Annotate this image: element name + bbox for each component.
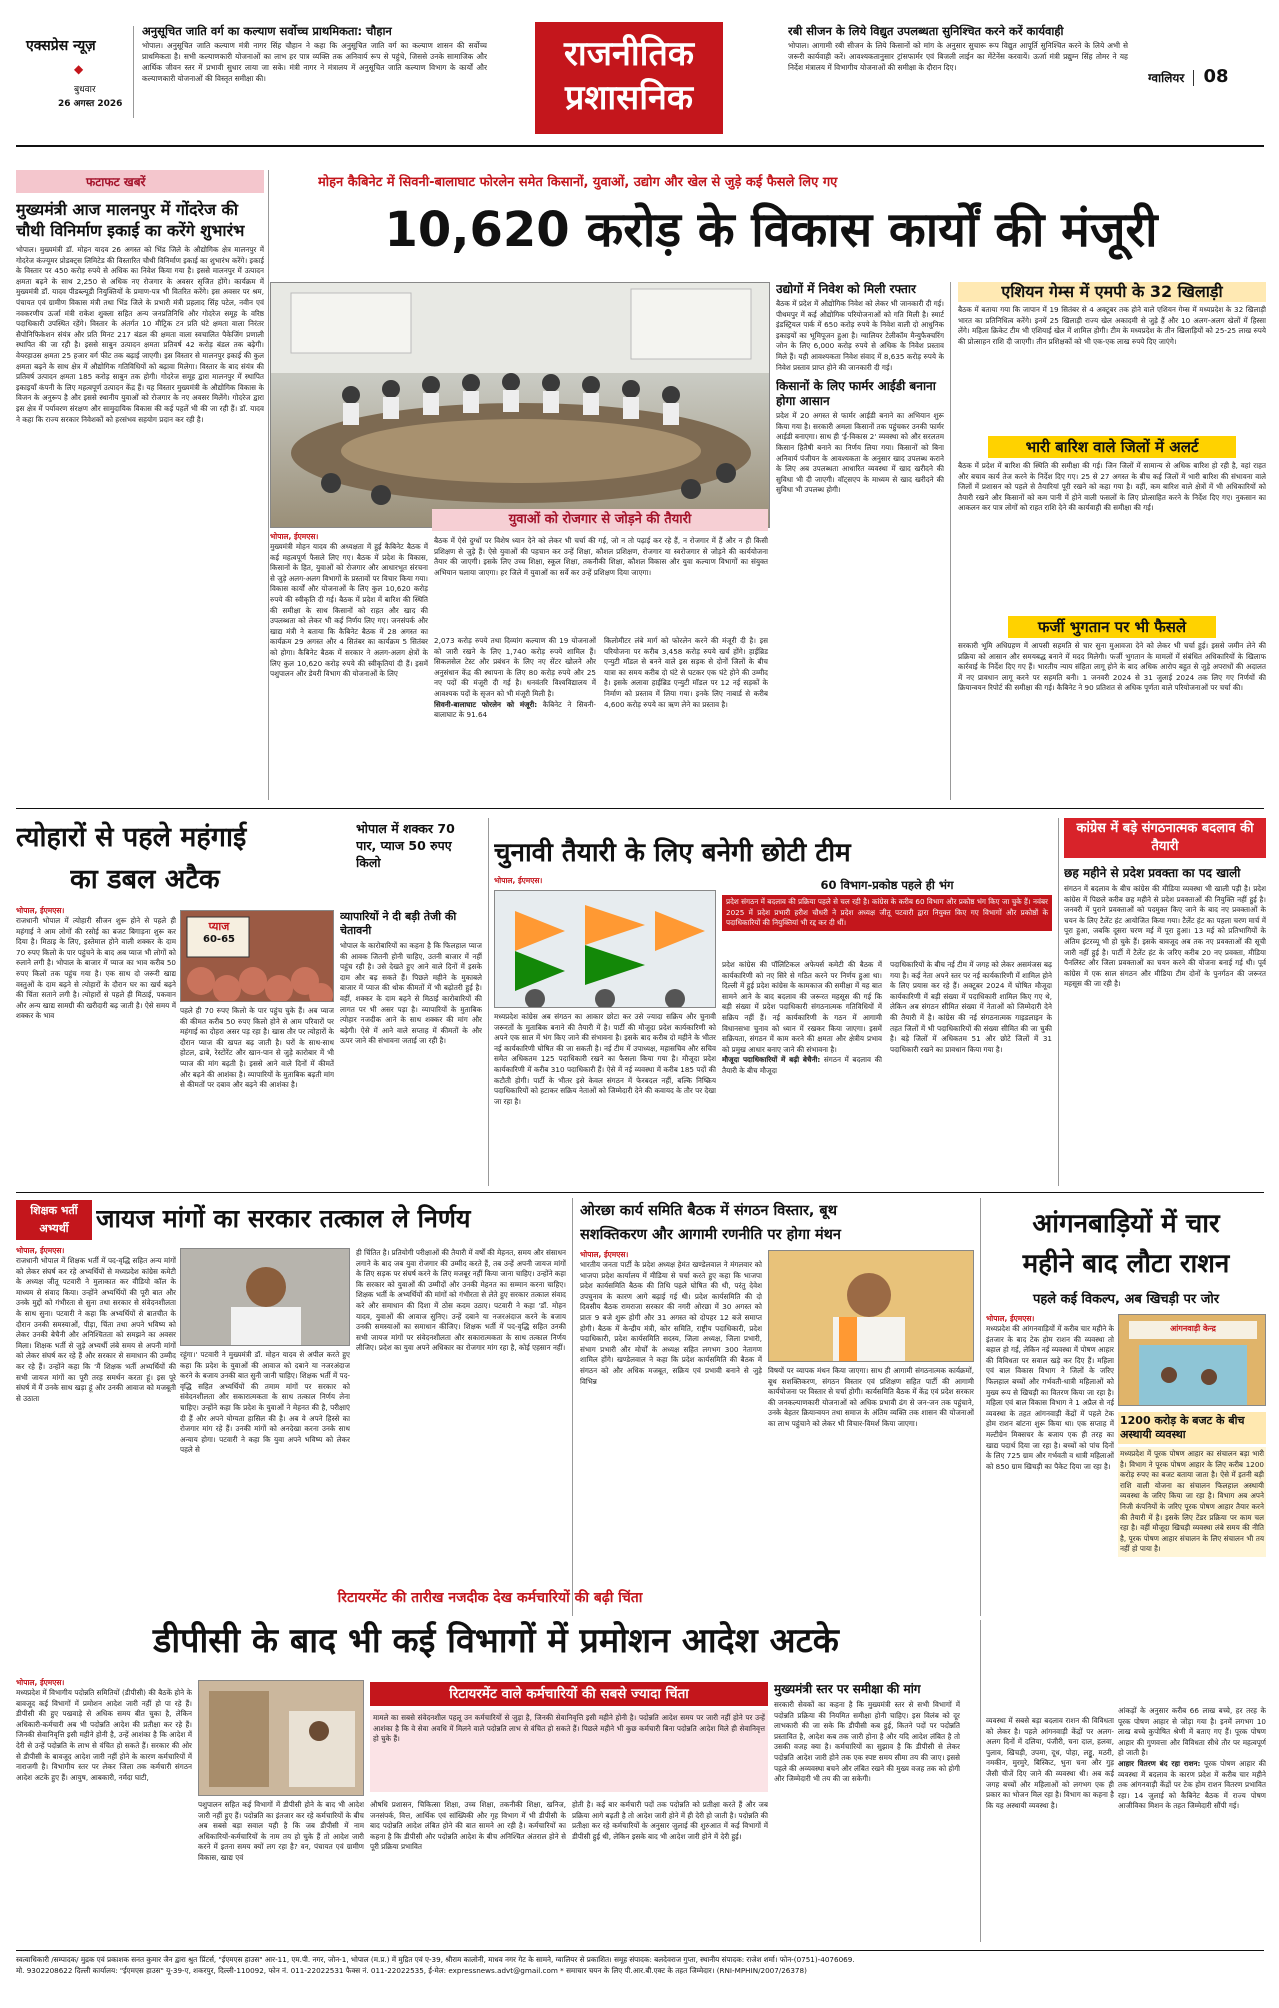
main-col2-subhead: सिवनी-बालाघाट फोरलेन को मंजूरी:	[434, 699, 538, 709]
masthead	[0, 0, 1279, 150]
page-number: 08	[1203, 66, 1229, 87]
heavy-rain-text: बैठक में प्रदेश में बारिश की स्थिति की समीक्षा की गई। जिन जिलों में सामान्य से अधिक बारिश हो रही है, वहां राहत और बचाव कार्य तेज करने के निर्देश दिए गए। 25 से 27 अगस्त के बीच कई जिलों में भारी बारिश की संभावना वाले जिलों में प्रशासन को पहले से तैयारियां पूरी रखने को कहा गया है। वहीं, कम बारिश वाले क्षेत्रों में भी अधिकारियों को तैयारी रखने और किसानों को कम पानी में होने वाली फसलों के लिए प्रोत्साहित करने के निर्देश दिए गए। नुकसान का आकलन कर पात्र लोगों को राहत राशि देने की कार्यवाही की समीक्षा की गई।	[958, 461, 1266, 513]
fake-payment-box	[958, 616, 1266, 800]
khandelwal-portrait	[769, 1251, 974, 1362]
inflation-col3-text: भोपाल के कारोबारियों का कहना है कि फिलहाल प्याज की आवक जितनी होनी चाहिए, उतनी बाजार में नहीं पहुंच रही है। उसे देखते हुए आने वाले दिनों में इसके दाम और बढ़ सकते हैं। पिछले महीने के मुकाबले बाजार में प्याज की थोक कीमतों में भी बढ़ोतरी हुई है। वहीं, शक्कर के दाम बढ़ने से मिठाई कारोबारियों की लागत पर भी असर पड़ा है। व्यापारियों के मुताबिक त्योहार नजदीक आने के साथ शक्कर की मांग और बढ़ेगी। ऐसे में आने वाले सप्ताह में कीमतों के और ऊपर जाने की संभावना जताई जा रही है।	[340, 941, 482, 1046]
section-box	[535, 22, 723, 134]
ornament-icon: ◆	[74, 62, 84, 76]
cm-review-box	[774, 1682, 960, 1942]
section-rule	[16, 808, 1264, 809]
column-divider	[488, 818, 489, 1186]
youth-intro: बैठक में ऐसे दुग्धों पर विशेष ध्यान देने को लेकर भी चर्चा की गई, जो न तो पढ़ाई कर रहे हैं, न रोजगार में हैं और न ही किसी प्रशिक्षण से जुड़े हैं। ऐसे युवाओं की पहचान कर उन्हें शिक्षा, कौशल प्रशिक्षण, रोजगार या स्वरोजगार से जोड़ने की कार्ययोजना तैयार की जाएगी। इसके लिए उच्च शिक्षा, स्कूल शिक्षा, तकनीकी शिक्षा, कौशल विकास और युवा कल्याण विभागों का संयुक्त अभियान चलाया जाएगा। हर जिले में युवाओं का सर्वे कर उन्हें प्रशिक्षण दिया जाएगा।	[434, 536, 768, 577]
cm-review-text: सरकारी सेवकों का कहना है कि मुख्यमंत्री स्तर से सभी विभागों में पदोन्नति प्रक्रिया की नियमित समीक्षा होनी चाहिए। इस विलंब को दूर लाभकारी की जा सके कि डीपीसी कब हुई, कितने पदों पर पदोन्नति प्रस्तावित है, आदेश कब तक जारी होना है और यदि आदेश लंबित है तो उसकी वजह क्या है। कर्मचारियों का सुझाव है कि डीपीसी से लेकर पदोन्नति आदेश जारी होने तक एक स्पष्ट समय सीमा तय की जाए। इससे पहले की अव्यवस्था बचने और लंबित रखने की मुख्य वजह तक को होगी और जिम्मेदारी भी तय की जा सकेगी।	[774, 1700, 960, 1784]
anganwadi-dateline: भोपाल, ईएमएस।	[986, 1314, 1035, 1323]
congress-rally-image	[495, 891, 716, 1008]
masthead-rule	[16, 145, 1264, 147]
election-col3: पदाधिकारियों के बीच नई टीम में जगह को लेकर असमंजस बढ़ गया है। कई नेता अपने स्तर पर नई कार्यकारिणी में शामिल होने के लिए प्रयास कर रहे हैं। अक्टूबर 2024 में घोषित मौजूदा कार्यकारिणी में बड़ी संख्या में पदाधिकारी शामिल किए गए थे, लेकिन अब संगठन सीमित संख्या में नेताओं को जिम्मेदारी देने की तैयारी में है। कांग्रेस की नई संगठनात्मक गाइडलाइन के तहत जिलों में भी पदाधिकारियों की संख्या सीमित की जा चुकी है। बड़े जिलों में अधिकतम 51 और छोटे जिलों में 31 पदाधिकारी रखने का प्रावधान किया गया है।	[890, 960, 1052, 1054]
congress-headline: छह महीने से प्रदेश प्रवक्ता का पद खाली	[1064, 866, 1241, 880]
fatafat-label: फटाफट खबरें	[16, 170, 264, 193]
onion-label: प्याज	[208, 920, 230, 933]
day: बुधवार	[74, 85, 96, 95]
orchha-headline-1: ओरछा कार्य समिति बैठक में संगठन विस्तार, बूथ	[580, 1203, 837, 1219]
inflation-side-head: भोपाल में शक्कर 70 पार, प्याज 50 रुपए किलो	[356, 821, 455, 870]
masthead-left-story	[142, 24, 487, 134]
election-subbox	[722, 878, 1052, 954]
anganwadi-col2: व्यवस्था में सबसे बड़ा बदलाव राशन की विविधता को लेकर है। पहले आंगनवाड़ी केंद्रों पर अलग-अलग दिनों में दलिया, पंजीरी, चना दाल, हलवा, पुलाव, खिचड़ी, उपमा, दूध, पोहा, लड्डू, मठरी, नमकीन, मुरमुरे, बिस्किट, भुना चना और गुड़ जैसी चीजें दिए जाने की व्यवस्था थी। अब कई जगह बच्चों और महिलाओं को लगभग एक ही प्रकार का भोजन मिल रहा है। विभाग का कहना है कि यह अस्थायी व्यवस्था है।	[986, 1716, 1114, 1810]
asian-games-text: बैठक में बताया गया कि जापान में 19 सितंबर से 4 अक्टूबर तक होने वाले एशियन गेम्स में मध्यप्रदेश के 32 खिलाड़ी भारत का प्रतिनिधित्व करेंगे। इनमें 25 खिलाड़ी राज्य खेल अकादमी से जुड़े हैं और 10 अलग-अलग खेलों में हिस्सा लेंगे। महिला क्रिकेट टीम भी एशियाई खेल में शामिल होगी। टीम के मध्यप्रदेश के तीन खिलाड़ियों को 25-25 लाख रुपये की प्रोत्साहन राशि दी जाएगी। तीन प्रशिक्षकों को भी एक-एक लाख रुपये दिए जाएंगे।	[958, 305, 1266, 346]
election-subbox-text: प्रदेश संगठन में बदलाव की प्रक्रिया पहले से चल रही है। कांग्रेस के करीब 60 विभाग और प्रकोष्ठ भंग किए जा चुके हैं। नवंबर 2025 में प्रदेश प्रभारी हरीश चौधरी ने प्रदेश अध्यक्ष जीतू पटवारी द्वारा नियुक्त किए गए विभागों और प्रकोष्ठों के पदाधिकारियों की नियुक्तियां भी रद्द कर दी थीं।	[722, 895, 1052, 931]
paper-name-box	[16, 26, 134, 118]
main-dateline: भोपाल, ईएमएस।	[270, 532, 319, 541]
column-divider	[268, 170, 269, 800]
asian-games-box	[958, 282, 1266, 432]
anganwadi-subhead: पहले कई विकल्प, अब खिचड़ी पर जोर	[1032, 1292, 1220, 1307]
heavy-rain-headline: भारी बारिश वाले जिलों में अलर्ट	[988, 436, 1236, 458]
election-col2	[722, 960, 882, 1188]
anganwadi-col1	[986, 1314, 1114, 1714]
footer-line2: मो. 9302208622 दिल्ली कार्यालय: "ईएमएस हाउस" यू-39-ए, शकरपुर, दिल्ली-110092, फोन नं. 011-22022531 फैक्स नं. 011-22022535, ई-मेल: expressnews.advt@gmail.com * समाचार चयन के लिए पी.आर.बी.एक्ट के तहत जिम्मेदार। (RNI-MPHIN/2007/26378)	[16, 1966, 807, 1975]
promotion-col1-text: मध्यप्रदेश में विभागीय पदोन्नति समितियों (डीपीसी) की बैठकें होने के बावजूद कई विभागों में प्रमोशन आदेश जारी नहीं हो पा रहे हैं। डीपीसी की हुए पखवाड़े से अधिक समय बीत चुका है, लेकिन अधिकारी-कर्मचारी अब भी पदोन्नति आदेश की प्रतीक्षा कर रहे हैं। जिनकी सेवानिवृत्ति इसी महीने होनी है, उन्हें आशंका है कि आदेश में देरी से उन्हें पदोन्नति के लाभ से वंचित हो सकते हैं। सरकार की ओर से डीपीसी के बावजूद आदेश जारी नहीं होने के कारण कर्मचारियों में नाराजगी है। विभागीय स्तर पर लेकर जिला तक कर्मचारी संगठन आदेश अटके हुए हैं। आयुष, आबकारी, नर्मदा घाटी,	[16, 1688, 192, 1782]
inflation-dateline: भोपाल, ईएमएस।	[16, 906, 65, 915]
main-col1-text: मुख्यमंत्री मोहन यादव की अध्यक्षता में हुई कैबिनेट बैठक में कई महत्वपूर्ण फैसले लिए गए। बैठक में प्रदेश के विकास, किसानों के हित, युवाओं को रोजगार और आधारभूत संरचना से जुड़े अलग-अलग विभागों के प्रस्तावों पर विचार किया गया। विकास कार्यों और योजनाओं के लिए कुल 10,620 करोड़ रुपये की स्वीकृति दी गई। बैठक में प्रदेश में बारिश की स्थिति की समीक्षा के साथ किसानों को राहत और खाद की उपलब्धता को लेकर भी कई निर्णय लिए गए। जनसंपर्क और खाद्य मंत्री ने बताया कि कैबिनेट बैठक में 28 अगस्त का कार्यक्रम 29 अगस्त और 4 सितंबर का कार्यक्रम 5 सितंबर को होगा। कैबिनेट बैठक में सरकार ने अलग-अलग क्षेत्रों के लिए कुल 10,620 करोड़ रुपये की स्वीकृतियां दी हैं। इसमें पशुपालन और डेयरी विभाग की योजनाओं के लिए	[270, 542, 428, 679]
heavy-rain-box	[958, 436, 1266, 612]
column-divider	[1058, 818, 1059, 1186]
farmer-headline: किसानों के लिए फार्मर आईडी बनाना होगा आसान	[776, 379, 936, 409]
teacher-tag-line1: शिक्षक भर्ती	[30, 1204, 78, 1217]
section-rule	[16, 1192, 1264, 1193]
anganwadi-col3-tail: पूरक पोषण आहार की व्यवस्था में बदलाव के कारण प्रदेश में करीब चार महीने तक आंगनवाड़ी केंद्रों पर टेक होम राशन वितरण प्रभावित रहा। 14 जुलाई को कैबिनेट बैठक में राज्य पोषण आजीविका मिशन के तहत जिम्मेदारी सौंपी गई।	[1118, 1758, 1266, 1811]
section-box-line2: प्रशासनिक	[564, 78, 694, 118]
teacher-col1-text: राजधानी भोपाल में शिक्षक भर्ती में पद-वृद्धि सहित अन्य मांगों को लेकर संघर्ष कर रहे अभ्यर्थियों से मध्यप्रदेश कांग्रेस कमेटी के अध्यक्ष जीतू पटवारी ने मुलाकात कर वीडियो कॉल के माध्यम से संवाद किया। उन्होंने अभ्यर्थियों की पूरी बात और उनके मुद्दों को गंभीरता से सुना तथा सरकार से संवेदनशीलता के साथ सुना। पटवारी ने कहा कि अभ्यर्थियों से बातचीत के दौरान उनकी समस्याओं, पीड़ा, चिंता तथा अपने भविष्य को लेकर उनकी बेचैनी और अनिश्चितता को समझने का अवसर मिला। शिक्षक भर्ती से जुड़े अभ्यर्थी लंबे समय से अपनी मांगों को लेकर संघर्ष कर रहे हैं और सरकार से समाधान की उम्मीद कर रहे हैं। उन्होंने कहा कि 'मैं शिक्षक भर्ती अभ्यर्थियों की सभी जायज मांगों का पूरी तरह समर्थन करता हूं। इस पूरे संघर्ष में मैं उनके साथ खड़ा हूं और उनकी आवाज को मजबूती से उठाता	[16, 1256, 176, 1403]
promotion-headline: डीपीसी के बाद भी कई विभागों में प्रमोशन आदेश अटके	[153, 1621, 839, 1661]
promotion-sub-box: मामले का सबसे संवेदनशील पहलू उन कर्मचारियों से जुड़ा है, जिनकी सेवानिवृत्ति इसी महीने होनी है। पदोन्नति आदेश समय पर जारी नहीं होने पर उन्हें आशंका है कि वे सेवा अवधि में मिलने वाले पदोन्नति लाभ से वंचित हो सकते हैं। पिछले महीने भी कुछ कर्मचारी बिना पदोन्नति आदेश मिले ही सेवानिवृत्त हो चुके हैं।	[370, 1710, 768, 1792]
column-divider	[980, 1620, 981, 1942]
election-col2-tail: संगठन में बदलाव की तैयारी के बीच मौजूदा	[722, 1055, 882, 1075]
promotion-kicker: रिटायरमेंट की तारीख नजदीक देख कर्मचारियों की बढ़ी चिंता	[337, 1590, 643, 1606]
date: 26 अगस्त 2026	[58, 99, 123, 109]
anganwadi-budget-headline: 1200 करोड़ के बजट के बीच अस्थायी व्यवस्था	[1118, 1412, 1266, 1444]
fatafat-headline: मुख्यमंत्री आज मालनपुर में गोंदरेज की चौथी विनिर्माण इकाई का करेंगे शुभारंभ	[16, 200, 245, 240]
section-box-line1: राजनीतिक	[564, 34, 694, 74]
main-col2-tail: कैबिनेट ने सिवनी-बालाघाट के 91.64	[434, 699, 596, 720]
promotion-col3: औषधि प्रशासन, चिकित्सा शिक्षा, उच्च शिक्षा, तकनीकी शिक्षा, खनिज, जनसंपर्क, वित्त, आर्थिक एवं सांख्यिकी और गृह विभाग में भी डीपीसी के बाद पदोन्नति आदेश लंबित होने की बात सामने आ रही है। कर्मचारियों का कहना है कि डीपीसी और पदोन्नति आदेश के बीच अनिश्चित अंतराल होने से पूरी प्रक्रिया प्रभावित	[370, 1800, 566, 1852]
office-image	[199, 1681, 364, 1796]
traders-headline: व्यापारियों ने दी बड़ी तेजी की चेतावनी	[340, 910, 457, 937]
inflation-col1	[16, 906, 176, 1186]
asian-games-headline: एशियन गेम्स में एमपी के 32 खिलाड़ी	[958, 282, 1266, 302]
onion-price-card	[189, 919, 249, 945]
election-subhead: 60 विभाग-प्रकोष्ठ पहले ही भंग	[820, 878, 954, 892]
main-col1	[270, 532, 428, 800]
orchha-headline-2: सशक्तिकरण और आगामी रणनीति पर होगा मंथन	[580, 1227, 841, 1243]
youth-bar: युवाओं को रोजगार से जोड़ने की तैयारी	[432, 509, 768, 531]
masthead-right-story	[788, 24, 1128, 134]
anganwadi-col1-text: मध्यप्रदेश की आंगनवाड़ियों में करीब चार महीने के इंतजार के बाद टेक होम राशन की व्यवस्था तो बहाल हो गई, लेकिन नई व्यवस्था में पोषण आहार की विविधता पर सवाल खड़े कर दिए हैं। महिला एवं बाल विकास विभाग ने जिलों के जरिए फिलहाल बच्चों और गर्भवती-धात्री महिलाओं को मुख्य रूप से खिचड़ी का वितरण किया जा रहा है। महिला एवं बाल विकास विभाग ने 1 अप्रैल से नई व्यवस्था के तहत आंगनवाड़ी केंद्रों में पहले टेक होम राशन बांटना शुरू किया था। एक सप्ताह में मल्टीग्रेन मिक्सचर के बजाय एक ही तरह का खाद्य पदार्थ दिया जा रहा है। बच्चों को पांच दिनों के लिए 725 ग्राम और गर्भवती व धात्री महिलाओं को 850 ग्राम खिचड़ी का पैकेट दिया जा रहा है।	[986, 1324, 1114, 1471]
farmer-text: प्रदेश में 20 अगस्त से फार्मर आईडी बनाने का अभियान शुरू किया गया है। सरकारी अमला किसानों तक पहुंचकर उनकी फार्मर आईडी बनाएगा। साथ ही 'ई-विकास 2' व्यवस्था को और सरलतम किसान हितैषी बनाने का निर्णय लिया गया। किसानों को बिना अनिवार्य पंजीयन के आवश्यकता के अनुसार खाद उपलब्ध कराने के लिए अब उपलब्धता आधारित व्यवस्था में खाद खरीदने की सुविधा भी दी जाएगी। वॉट्सएप के माध्यम से खाद खरीदने की सुविधा भी उपलब्ध होगी।	[776, 411, 944, 495]
anganwadi-col3	[1118, 1706, 1266, 1942]
footer	[16, 1954, 1264, 1994]
khandelwal-photo	[768, 1250, 974, 1362]
orchha-dateline: भोपाल, ईएमएस।	[580, 1250, 629, 1259]
orchha-col1-text: भारतीय जनता पार्टी के प्रदेश अध्यक्ष हेमंत खण्डेलवाल ने मंगलवार को भाजपा प्रदेश कार्यालय में मीडिया से चर्चा करते हुए कहा कि भाजपा प्रदेश कार्यसमिति बैठक की तिथि पहले घोषित की थी, परंतु देवेश उपचुनाव के कारण आगे बढ़ाई गई थी। प्रदेश कार्यसमिति की दो दिवसीय बैठक रामराजा सरकार की नगरी ओरछा में 30 अगस्त को प्रातः 9 बजे शुरू होगी और 31 अगस्त को दोपहर 12 बजे समाप्त होगी। बैठक में केन्द्रीय मंत्री, कोर समिति, राष्ट्रीय पदाधिकारी, प्रदेश पदाधिकारी, प्रदेश कार्यसमिति सदस्य, जिला अध्यक्ष, जिला प्रभारी, संभाग प्रभारी और मोर्चों के अध्यक्ष सहित लगभग 300 नेतागण शामिल होंगे। खण्डेलवाल ने कहा कि प्रदेश कार्यसमिति की बैठक में संगठन को और अधिक मजबूत, सक्रिय एवं प्रभावी बनाने से जुड़े विभिन्न	[580, 1260, 762, 1386]
footer-rule	[16, 1950, 1264, 1951]
congress-rally-photo	[494, 890, 716, 1008]
cabinet-meeting-photo	[270, 282, 770, 528]
fake-payment-text: सरकारी भूमि अधिग्रहण में आपसी सहमति से चार सुना मुआवजा देने को लेकर भी चर्चा हुई। इससे जमीन लेने की प्रक्रिया को आसान और समयबद्ध बनाने में मदद मिलेगी। फर्जी भुगतान के मामलों में संबंधित अधिकारियों के खिलाफ कार्रवाई के निर्देश दिए गए हैं। भारतीय न्याय संहिता लागू होने के बाद अधिक आरोप बहुत से जुड़े अपराधों की अदालत में नए प्रावधान लागू करने पर सहमति बनी। 1 जनवरी 2024 से 31 जुलाई 2024 तक लिए गए निर्णयों की क्रियान्वयन रिपोर्ट की समीक्षा की गई। कैबिनेट ने 90 प्रतिशत से अधिक पूर्णता वाले परियोजनाओं पर चर्चा की।	[958, 641, 1266, 693]
inflation-col1-text: राजधानी भोपाल में त्योहारी सीजन शुरू होने से पहले ही महंगाई ने आम लोगों की रसोई का बजट बिगाड़ना शुरू कर दिया है। मिठाइ के लिए, इस्तेमाल होने वाली शक्कर के दाम 70 रुपए किलो के पार पहुंचने के बाद अब प्याज भी लोगों को रुलाने लगी है। भोपाल के बाजार में प्याज का भाव करीब 50 रुपए किलो तक पहुंच गया है। एक साथ दो जरूरी खाद्य वस्तुओं के दाम बढ़ने से त्योहारों के दौरान घर का खर्च बढ़ने की चिंता सताने लगी है। त्योहारों से पहले ही मिठाई, पकवान और अन्य खाद्य सामग्री की खरीदारी बढ़ जाती है। ऐसे समय में शक्कर के भाव	[16, 916, 176, 1021]
paper-name: एक्सप्रेस न्यूज़	[26, 38, 96, 54]
election-dateline: भोपाल, ईएमएस।	[494, 876, 543, 885]
patwari-photo	[180, 1248, 350, 1346]
congress-box	[1064, 818, 1266, 1188]
teacher-col1	[16, 1246, 176, 1616]
masthead-left-headline: अनुसूचित जाति वर्ग का कल्याण सर्वोच्च प्राथमिकता: चौहान	[142, 24, 392, 38]
teacher-tag-line2: अभ्यर्थी	[39, 1222, 69, 1235]
onion-price: 60-65	[203, 934, 235, 945]
election-headline: चुनावी तैयारी के लिए बनेगी छोटी टीम	[494, 838, 851, 868]
promotion-col4: होती है। कई बार कर्मचारी पदों तक पदोन्नति को प्रतीक्षा करते हैं और जब प्रक्रिया आगे बढ़ती है तो आदेश जारी होने में ही देरी हो जाती है। पदोन्नति की प्रतीक्षा कर रहे कर्मचारियों के अनुसार जुलाई की शुरुआत में कई विभागों में डीपीसी हुई थी, लेकिन इसके बाद भी आदेश जारी होने में देरी हुई।	[572, 1800, 768, 1841]
fatafat-text: भोपाल। मुख्यमंत्री डॉ. मोहन यादव 26 अगस्त को भिंड जिले के औद्योगिक क्षेत्र मालनपुर में गोदरेज कंज्यूमर प्रोडक्ट्स लिमिटेड की विस्तारित चौथी विनिर्माण इकाई का शुभारंभ करेंगे। इकाई के विस्तार पर 450 करोड़ रुपये से अधिक का निवेश किया गया है। इससे मालनपुर में उत्पादन क्षमता बढ़ने के साथ 2,250 से अधिक नए रोजगार के अवसर सृजित होंगे। कार्यक्रम में मुख्यमंत्री डॉ. यादव पीडब्ल्यूडी नियुक्तियों के प्रमाण-पत्र भी वितरित करेंगे। इस अवसर पर श्रम, पंचायत एवं ग्रामीण विकास मंत्री तथा भिंड जिले के प्रभारी मंत्री प्रहलाद सिंह पटेल, नवीन एवं नवकरणीय ऊर्जा मंत्री राकेश शुक्ला सहित अन्य जनप्रतिनिधि और गोदरेज समूह के वरिष्ठ पदाधिकारी उपस्थित रहेंगे। विस्तार के अंतर्गत 10 मीट्रिक टन प्रति घंटे क्षमता वाला निरंतर सैपोनिफिकेशन संयंत्र और प्रति मिनट 217 बंडल की क्षमता वाला स्वचालित पैकेजिंग प्रणाली स्थापित की जा रही है। इससे साबुन उत्पादन क्षमता प्रतिवर्ष 42 करोड़ बंडल तक बढ़ेगी। वेयरहाउस क्षमता 25 हजार वर्ग फीट तक बढ़ाई जाएगी। इस विस्तार से मालनपुर इकाई की कुल क्षमता बढ़ने के साथ क्षेत्र में औद्योगिक गतिविधियों को बढ़ावा मिलेगा। विस्तार के बाद संयंत्र की प्रतिवर्ष उत्पादन क्षमता 185 करोड़ साबुन तक होगी। गोदरेज समूह द्वारा मालनपुर में स्थापित इकाइयाँ कंपनी के लिए महत्वपूर्ण उत्पादन केंद्र हैं। यह विस्तार मुख्यमंत्री के औद्योगिक विकास के विजन के अनुरूप है और इससे स्थानीय युवाओं को रोजगार के नए अवसर मिलेंगे। गोदरेज द्वारा इस क्षेत्र में पर्यावरण संरक्षण और सामुदायिक विकास की कई पहलें भी की जा रही हैं। डॉ. यादव ने कहा कि राज्य सरकार निवेशकों को हरसंभव सहयोग प्रदान कर रही है।	[16, 245, 264, 424]
main-col2	[434, 636, 596, 800]
invest-box	[776, 282, 944, 800]
patwari-portrait	[181, 1249, 350, 1346]
masthead-right-headline: रबी सीजन के लिये विद्युत उपलब्धता सुनिश्चित करने करें कार्यवाही	[788, 24, 1064, 38]
anganwadi-col3-text: आंकड़ों के अनुसार करीब 66 लाख बच्चे, हर तरह के पूरक पोषण आहार से जोड़ा गया है। इनमें लगभग 10 लाख बच्चे कुपोषित श्रेणी में बताए गए हैं। पूरक पोषण आहार की गुणवत्ता और विविधता सीधे तौर पर महत्वपूर्ण हो जाती है।	[1118, 1706, 1266, 1758]
invest-headline: उद्योगों में निवेश को मिली रफ्तार	[776, 282, 916, 296]
anganwadi-sign: आंगनवाड़ी केन्द्र	[1170, 1324, 1216, 1333]
cm-review-headline: मुख्यमंत्री स्तर पर समीक्षा की मांग	[774, 1682, 921, 1696]
congress-text: संगठन में बदलाव के बीच कांग्रेस की मीडिया व्यवस्था भी खाली पड़ी है। प्रदेश कांग्रेस में पिछले करीब छह महीने से प्रदेश प्रवक्ताओं की नियुक्ति नहीं हुई है। जनवरी में पुराने प्रवक्ताओं को पदमुक्त किए जाने के बाद नए प्रवक्ताओं के चयन के लिए टैलेंट हंट आयोजित किया गया। टैलेंट हंट का पहला चरण मार्च में पूरा हुआ, जबकि दूसरा चरण मई में पूरा हुआ। 13 मई को प्रतिभागियों के अंतिम इंटरव्यू भी हो चुके हैं। इसके बावजूद अब तक नए प्रवक्ताओं की सूची जारी नहीं हुई है। पार्टी में टैलेंट हंट के जरिए करीब 20 नए प्रवक्ता, मीडिया पैनलिस्ट और जिला प्रवक्ताओं का चयन करने की योजना बनाई गई थी। पूर्व कांग्रेस में एक साल संगठन और मीडिया टीम दोनों के पुनर्गठन की जरूरत महसूस की जा रही है।	[1064, 884, 1266, 989]
main-col2-text: 2,073 करोड़ रुपये तथा दिव्यांग कल्याण की 19 योजनाओं को जारी रखने के लिए 1,740 करोड़ रुपये शामिल हैं। सिकलसेल टेस्ट और प्रबंधन के लिए नए सेंटर खोलने और अनुसंधान केंद्र की स्थापना के लिए 80 करोड़ रुपये और 25 नए पदों की मंजूरी दी गई है। धनवंतरि विश्वविद्यालय में आवश्यक पदों के सृजन को भी मंजूरी मिली है।	[434, 636, 596, 698]
main-col3: किलोमीटर लंबे मार्ग को फोरलेन करने की मंजूरी दी है। इस परियोजना पर करीब 3,458 करोड़ रुपये खर्च होंगे। हाईब्रिड एन्युटी मॉडल से बनने वाले इस सड़क से दोनों जिलों के बीच यात्रा का समय करीब दो घंटे से घटकर एक घंटे होने की उम्मीद है। इसके अलावा हाईब्रिड एन्युटी मॉडल पर 12 नई सड़कों के निर्माण को प्रस्ताव में लिया गया। इनके लिए नाबार्ड से करीब 4,600 करोड़ रुपये का ऋण लेने का प्रस्ताव है।	[604, 636, 768, 709]
election-text-a: मध्यप्रदेश कांग्रेस अब संगठन का आकार छोटा कर उसे ज्यादा सक्रिय और चुनावी जरूरतों के मुताबिक बनाने की तैयारी में है। पार्टी की मौजूदा प्रदेश कार्यकारिणी को अपने एक साल में भंग किए जाने की संभावना है। इसके बाद करीब दो महीने के भीतर नई कार्यकारिणी घोषित की जा सकती है। नई टीम में उपाध्यक्ष, महासचिव और सचिव समेत अधिकतम 125 पदाधिकारी रखने का फैसला किया गया है। मौजूदा प्रदेश कार्यकारिणी में करीब 310 पदाधिकारी हैं। ऐसे में नई व्यवस्था में करीब 185 पदों की कटौती होगी। पार्टी के भीतर इसे केवल संगठन में फेरबदल नहीं, बल्कि निष्क्रिय पदाधिकारियों को हटाकर सक्रिय नेताओं को जिम्मेदारी देने की कवायद के तौर पर देखा जा रहा है।	[494, 1012, 716, 1106]
invest-text: बैठक में प्रदेश में औद्योगिक निवेश को लेकर भी जानकारी दी गई। पीथमपुर में कई औद्योगिक परियोजनाओं को गति मिली है। स्मार्ट इंडस्ट्रियल पार्क में 650 करोड़ रुपये के निवेश वाली दो आधुनिक इकाइयों का भूमिपूजन हुआ है। ग्वालियर टेलीकॉम मैन्युफैक्चरिंग जोन के लिए 6,000 करोड़ रुपये से अधिक के निवेश प्रस्ताव मिले हैं। यही आवश्यकता निवेश संवाद में 8,635 करोड़ रुपये के निवेश प्रस्ताव प्राप्त होने की जानकारी दी गई।	[776, 299, 944, 372]
column-divider	[980, 1198, 981, 1616]
city-page	[1148, 66, 1268, 90]
footer-line1: स्वत्वाधिकारी /सम्पादक/ मुद्रक एवं प्रकाशक सनत कुमार जैन द्वारा श्रुत प्रिंटर्स, "ईएमएस हाउस" आर-11, एम.पी. नगर, जोन-1, भोपाल (म.प्र.) में मुद्रित एवं ए-39, श्रीराम कालोनी, माधव नगर गेट के सामने, ग्वालियर से प्रकाशित। समूह संपादक: बलदेवराज गुप्ता, स्थानीय संपादक: राजेश शर्मा। फोन-(0751)-4076069.	[16, 1955, 855, 1964]
election-col2-text: प्रदेश कांग्रेस की पॉलिटिकल अफेयर्स कमेटी की बैठक में कार्यकारिणी को नए सिरे से गठित करने पर निर्णय हुआ था। दिल्ली में हुई प्रदेश कांग्रेस के कामकाज की समीक्षा में यह बात सामने आने के बाद बदलाव की जरूरत महसूस की गई कि बड़ी संख्या में प्रदेश पदाधिकारी संगठनात्मक गतिविधियों में सक्रिय नहीं हैं। नई कार्यकारिणी के गठन में आगामी विधानसभा चुनाव को ध्यान में रखकर किया जाएगा। इसमें सक्रियता, संगठन में काम करने की क्षमता और क्षेत्रीय प्रभाव को प्रमुख आधार बनाए जाने की संभावना है।	[722, 960, 882, 1054]
promotion-col2: पशुपालन सहित कई विभागों में डीपीसी होने के बाद भी आदेश जारी नहीं हुए हैं। पदोन्नति का इंतजार कर रहे कर्मचारियों के बीच अब सबसे बड़ा सवाल यही है कि जब डीपीसी में नाम अधिकारियों-कर्मचारियों के नाम तय हो चुके हैं तो आदेश जारी करने में इतना समय क्यों लग रहा है? वन, पंचायत एवं ग्रामीण विकास, खाद्य एवं	[198, 1800, 364, 1862]
promotion-col1	[16, 1678, 192, 1942]
masthead-right-text: भोपाल। आगामी रबी सीजन के लिये किसानों को मांग के अनुसार सुचारू रूप विद्युत आपूर्ति सुनिश्चित करने के लिये अभी से जरूरी कार्यवाही करें। आवश्यकतानुसार ट्रांसफार्मर एवं बिजली लाईन का मेंटेनेंस करवायें। ऊर्जा मंत्री प्रद्युम्न सिंह तोमर ने यह निर्देश मंत्रालय में विभागीय योजनाओं की समीक्षा के दौरान दिए।	[788, 41, 1128, 72]
teacher-headline: जायज मांगों का सरकार तत्काल ले निर्णय	[96, 1204, 471, 1233]
office-photo	[198, 1680, 364, 1796]
onion-photo	[180, 910, 334, 1002]
anganwadi-headline-1: आंगनबाड़ियों में चार	[1032, 1209, 1220, 1239]
anganwadi-headline-2: महीने बाद लौटा राशन	[1022, 1249, 1230, 1279]
city-name: ग्वालियर	[1148, 71, 1185, 85]
anganwadi-budget-text: मध्यप्रदेश में पूरक पोषण आहार का संचालन बड़ा भारी है। विभाग ने पूरक पोषण आहार के लिए करीब 1200 करोड़ रुपए का बजट बताया जाता है। ऐसे में इतनी बड़ी राशि वाली योजना का संचालन फिलहाल अस्थायी व्यवस्था के जरिए किया जा रहा है। विभाग अब अपने निजी कंपनियों के जरिए पूरक पोषण आहार तैयार करने की तैयारी में है। इसके लिए टेंडर प्रक्रिया पर काम चल रहा है। वहीं मौजूदा खिचड़ी व्यवस्था लंबे समय की नीति है, पूरक पोषण आहार संचालन के लिए संचालन भी तय नहीं हो पाया है।	[1118, 1447, 1266, 1557]
orchha-col1	[580, 1250, 762, 1616]
fake-payment-headline: फर्जी भुगतान पर भी फैसले	[1008, 616, 1216, 638]
column-divider	[572, 1198, 573, 1616]
congress-label: कांग्रेस में बड़े संगठनात्मक बदलाव की तैयारी	[1064, 818, 1266, 858]
inflation-headline-2: का डबल अटैक	[70, 864, 220, 895]
teacher-col2: रहूंगा।' पटवारी ने मुख्यमंत्री डॉ. मोहन यादव से अपील करते हुए कहा कि प्रदेश के युवाओं की आवाज को दबाने या नजरअंदाज करने के बजाय उनकी बात सुनी जानी चाहिए। शिक्षक भर्ती में पद-वृद्धि सहित अभ्यर्थियों की तमाम मांगों पर सरकार को संवेदनशीलता और सकारात्मकता के साथ तत्काल निर्णय लेना चाहिए। उन्होंने कहा कि प्रदेश के युवाओं ने मेहनत की है, परीक्षाएं दी हैं और अपने योग्यता हासिल की है। अब वे अपने हिस्से का रोजगार मांग रहे हैं। उनकी मांगों को अनदेखा करना उनके साथ अन्याय होगा। पटवारी ने कहा कि युवा अपने भविष्य को लेकर पहले से	[180, 1350, 350, 1455]
fatafat-column	[16, 170, 264, 800]
teacher-dateline: भोपाल, ईएमएस।	[16, 1246, 65, 1255]
anganwadi-col3-subhead: आहार वितरण बंद रहा राशन:	[1118, 1758, 1201, 1768]
inflation-headline-1: त्योहारों से पहले महंगाई	[16, 822, 247, 853]
anganwadi-photo	[1118, 1314, 1266, 1406]
promotion-sub-bar: रिटायरमेंट वाले कर्मचारियों की सबसे ज्यादा चिंता	[370, 1682, 768, 1706]
main-headline: 10,620 करोड़ के विकास कार्यों की मंजूरी	[384, 202, 1158, 258]
column-divider	[950, 282, 951, 800]
anganwadi-budget-box	[1118, 1412, 1266, 1702]
election-col1	[494, 876, 716, 892]
teacher-tag	[16, 1200, 92, 1240]
cabinet-meeting-image	[271, 283, 770, 528]
main-kicker: मोहन कैबिनेट में सिवनी-बालाघाट फोरलेन समेत किसानों, युवाओं, उद्योग और खेल से जुड़े कई फैसले लिए गए	[318, 175, 838, 190]
promotion-dateline: भोपाल, ईएमएस।	[16, 1678, 65, 1687]
election-col2-subhead: मौजूदा पदाधिकारियों में बढ़ी बेचैनी:	[722, 1055, 821, 1065]
teacher-col3: ही चिंतित है। प्रतियोगी परीक्षाओं की तैयारी में वर्षों की मेहनत, समय और संसाधन लगाने के बाद जब युवा रोजगार की उम्मीद करते हैं, तब उन्हें अपनी जायज मांगों के लिए सड़क पर संघर्ष करने के लिए मजबूर नहीं किया जाना चाहिए। उन्होंने कहा कि सरकार को युवाओं की उम्मीदों और उनकी मेहनत का सम्मान करना चाहिए। शिक्षक भर्ती के अभ्यर्थियों की मांगों को गंभीरता से लेते हुए सरकार तत्काल संवाद करे और समाधान की दिशा में ठोस कदम उठाए। पटवारी ने कहा 'डॉ. मोहन यादव, युवाओं की आवाज सुनिए। उन्हें दबाने या नजरअंदाज करने के बजाय उनकी समस्याओं का समाधान कीजिए। शिक्षक भर्ती में पद-वृद्धि सहित उनकी सभी जायज मांगों पर संवेदनशीलता और सकारात्मकता के साथ तत्काल निर्णय लीजिए। प्रदेश का युवा अपने अधिकार का रोजगार मांग रहा है, कोई एहसान नहीं।	[356, 1248, 566, 1353]
masthead-left-text: भोपाल। अनुसूचित जाति कल्याण मंत्री नागर सिंह चौहान ने कहा कि अनुसूचित जाति वर्ग का कल्याण शासन की सर्वोच्च प्राथमिकता है। सभी कल्याणकारी योजनाओं का लाभ हर पात्र व्यक्ति तक अनिवार्य रूप से पहुंचे, जिससे उनके सामाजिक और आर्थिक जीवन स्तर में प्रभावी सुधार लाया जा सके। मंत्री नागर ने मंत्रालय में अनुसूचित जाति कल्याण विभाग के कार्यों और कल्याणकारी योजनाओं की विस्तृत समीक्षा की।	[142, 41, 487, 83]
inflation-col3	[340, 910, 482, 1186]
orchha-col2: विषयों पर व्यापक मंथन किया जाएगा। साथ ही आगामी संगठनात्मक कार्यक्रमों, बूथ सशक्तिकरण, संगठन विस्तार एवं प्रशिक्षण सहित पार्टी की आगामी कार्ययोजना पर विस्तार से चर्चा होगी। कार्यसमिति बैठक में केंद्र एवं प्रदेश सरकार की जनकल्याणकारी योजनाओं को अधिक प्रभावी ढंग से जन-जन तक पहुंचाने, उनके बेहतर क्रियान्वयन तथा समाज के अंतिम व्यक्ति तक शासन की योजनाओं का लाभ पहुंचाने को लेकर भी विचार-विमर्श किया जाएगा।	[768, 1366, 974, 1428]
inflation-col2: पहले ही 70 रुपए किलो के पार पहुंच चुके हैं। अब प्याज की कीमत करीब 50 रुपए किलो होने से आम परिवारों पर महंगाई का दोहरा असर पड़ रहा है। खास तौर पर त्योहारों के दौरान प्याज की खपत बढ़ जाती है। घरों के साथ-साथ होटल, ढाबे, रेस्टोरेंट और खान-पान से जुड़े कारोबार में भी प्याज की मांग बढ़ती है। इससे आने वाले दिनों में कीमतें और बढ़ने की आशंका है। व्यापारियों के मुताबिक बढ़ती मांग से कीमतों पर दबाव और बढ़ने की आशंका है।	[180, 1006, 334, 1090]
